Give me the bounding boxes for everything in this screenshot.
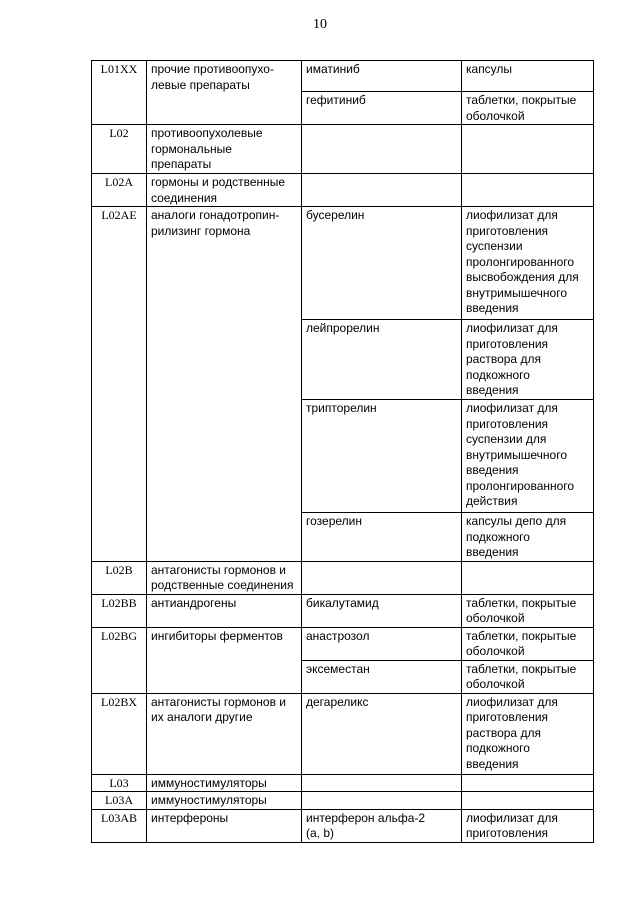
table-body: [92, 61, 594, 843]
table-row: [92, 627, 594, 660]
atc-code-cell: L03: [92, 774, 147, 792]
drug-name-cell: [302, 125, 462, 174]
atc-code-cell: L02: [92, 125, 147, 174]
anatomical-group-cell: противоопухолевые гормональные препараты: [147, 125, 302, 174]
drug-name-cell: [302, 561, 462, 594]
table-row: [92, 693, 594, 774]
dosage-form-cell: [462, 774, 594, 792]
drug-name-cell: гозерелин: [302, 513, 462, 562]
anatomical-group-cell: аналоги гонадотропин- рилизинг гормона: [147, 207, 302, 562]
atc-code-cell: L02AE: [92, 207, 147, 562]
dosage-form-cell: [462, 561, 594, 594]
drug-name-cell: бусерелин: [302, 207, 462, 320]
anatomical-group-cell: интерфероны: [147, 809, 302, 842]
dosage-form-cell: лиофилизат для приготовления: [462, 809, 594, 842]
dosage-form-cell: капсулы: [462, 61, 594, 92]
atc-code-cell: L02B: [92, 561, 147, 594]
table-row: [92, 174, 594, 207]
table-row: [92, 207, 594, 320]
drug-name-cell: гефитиниб: [302, 92, 462, 125]
anatomical-group-cell: ингибиторы ферментов: [147, 627, 302, 693]
drug-name-cell: [302, 792, 462, 810]
dosage-form-cell: [462, 174, 594, 207]
dosage-form-cell: таблетки, покрытые оболочкой: [462, 594, 594, 627]
dosage-form-cell: лиофилизат для приготовления раствора для подкожного введения: [462, 320, 594, 400]
anatomical-group-cell: гормоны и родственные соединения: [147, 174, 302, 207]
atc-code-cell: L03A: [92, 792, 147, 810]
atc-code-cell: L03AB: [92, 809, 147, 842]
atc-code-cell: L01XX: [92, 61, 147, 125]
atc-code-cell: L02BB: [92, 594, 147, 627]
table-row: [92, 774, 594, 792]
dosage-form-cell: [462, 125, 594, 174]
table-row: [92, 561, 594, 594]
dosage-form-cell: лиофилизат для приготовления суспензии для внутримышечного введения пролонгированного действия: [462, 400, 594, 513]
drug-classification-table: [91, 60, 594, 843]
drug-name-cell: бикалутамид: [302, 594, 462, 627]
table-row: [92, 61, 594, 92]
page-number: 10: [313, 17, 327, 32]
drug-name-cell: лейпрорелин: [302, 320, 462, 400]
dosage-form-cell: лиофилизат для приготовления суспензии пролонгированного высвобождения для внутримышечного введения: [462, 207, 594, 320]
dosage-form-cell: лиофилизат для приготовления раствора для подкожного введения: [462, 693, 594, 774]
anatomical-group-cell: прочие противоопухо- левые препараты: [147, 61, 302, 125]
table-row: [92, 594, 594, 627]
drug-name-cell: иматиниб: [302, 61, 462, 92]
anatomical-group-cell: иммуностимуляторы: [147, 774, 302, 792]
dosage-form-cell: таблетки, покрытые оболочкой: [462, 660, 594, 693]
dosage-form-cell: [462, 792, 594, 810]
anatomical-group-cell: антагонисты гормонов и их аналоги другие: [147, 693, 302, 774]
dosage-form-cell: капсулы депо для подкожного введения: [462, 513, 594, 562]
table-row: [92, 125, 594, 174]
atc-code-cell: L02BG: [92, 627, 147, 693]
drug-name-cell: интерферон альфа-2 (a, b): [302, 809, 462, 842]
drug-name-cell: анастрозол: [302, 627, 462, 660]
anatomical-group-cell: иммуностимуляторы: [147, 792, 302, 810]
anatomical-group-cell: антиандрогены: [147, 594, 302, 627]
dosage-form-cell: таблетки, покрытые оболочкой: [462, 92, 594, 125]
dosage-form-cell: таблетки, покрытые оболочкой: [462, 627, 594, 660]
drug-name-cell: [302, 174, 462, 207]
table-row: [92, 809, 594, 842]
drug-name-cell: эксеместан: [302, 660, 462, 693]
anatomical-group-cell: антагонисты гормонов и родственные соединения: [147, 561, 302, 594]
table-row: [92, 792, 594, 810]
drug-name-cell: [302, 774, 462, 792]
atc-code-cell: L02BX: [92, 693, 147, 774]
drug-name-cell: дегареликс: [302, 693, 462, 774]
atc-code-cell: L02A: [92, 174, 147, 207]
drug-name-cell: трипторелин: [302, 400, 462, 513]
